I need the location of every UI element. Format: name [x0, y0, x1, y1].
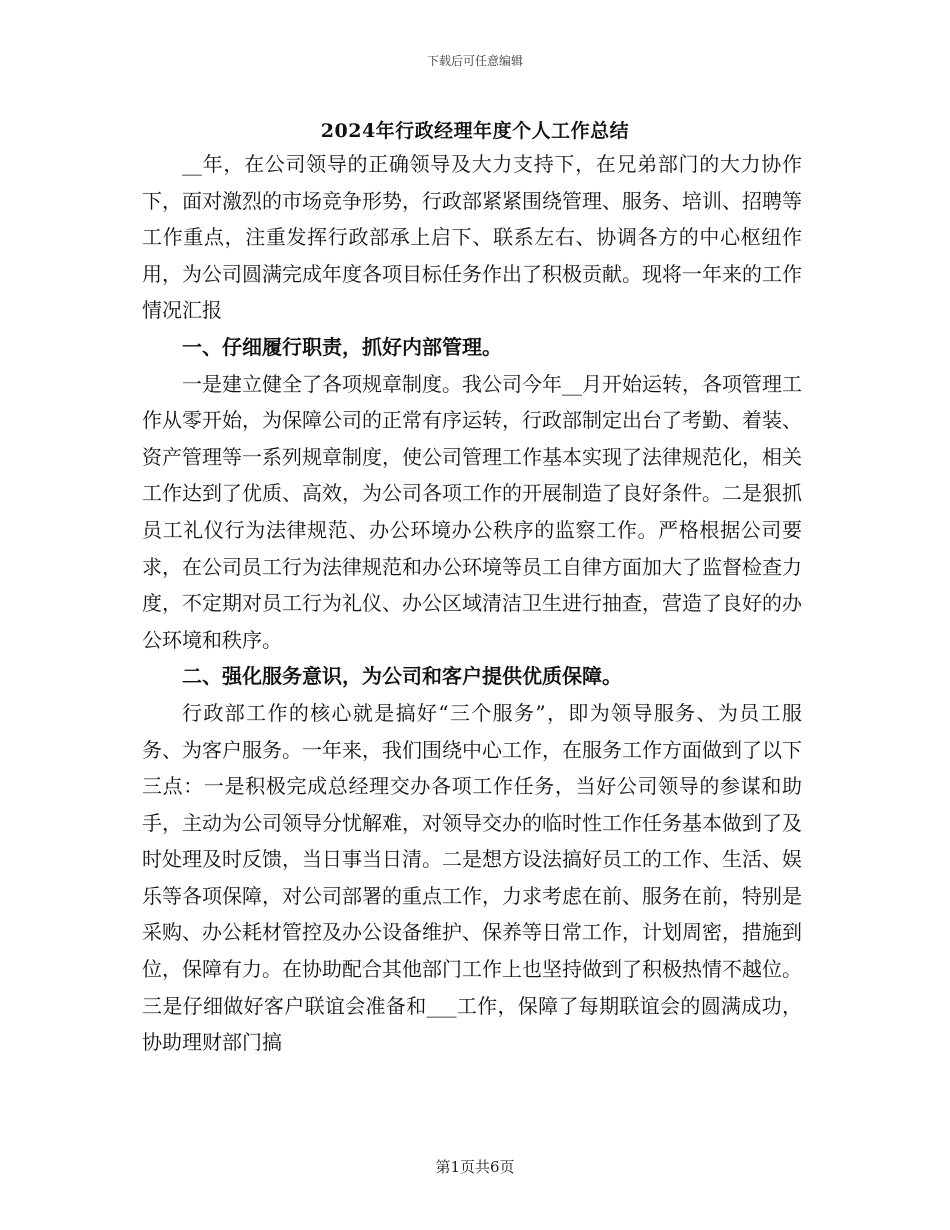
paragraph-intro: __年，在公司领导的正确领导及大力支持下，在兄弟部门的大力协作下，面对激烈的市场竞争形势，行政部紧紧围绕管理、服务、培训、招聘等工作重点，注重发挥行政部承上启下、联系左右、协调各方的中心枢纽作用，为公司圆满完成年度各项目标任务作出了积极贡献。现将一年来的工作情况汇报 — [142, 152, 802, 323]
page-number-footer: 第1页共6页 — [435, 1158, 515, 1176]
section-heading-1: 一、仔细履行职责，抓好内部管理。 — [182, 334, 502, 359]
paragraph-section-2: 行政部工作的核心就是搞好“三个服务”，即为领导服务、为员工服务、为客户服务。一年来，我们围绕中心工作，在服务工作方面做到了以下三点：一是积极完成总经理交办各项工作任务，当好公司领导的参谋和助手，主动为公司领导分忧解难，对领导交办的临时性工作任务基本做到了及时处理及时反馈，当日事当日清。二是想方设法搞好员工的工作、生活、娱乐等各项保障，对公司部署的重点工作，力求考虑在前、服务在前，特别是采购、办公耗材管控及办公设备维护、保养等日常工作，计划周密，措施到位，保障有力。在协助配合其他部门工作上也坚持做到了积极热情不越位。三是仔细做好客户联谊会准备和___工作，保障了每期联谊会的圆满成功，协助理财部门搞 — [142, 700, 802, 1055]
page-header-note: 下载后可任意编辑 — [426, 54, 523, 68]
paragraph-section-1: 一是建立健全了各项规章制度。我公司今年__月开始运转，各项管理工作从零开始，为保障公司的正常有序运转，行政部制定出台了考勤、着装、资产管理等一系列规章制度，使公司管理工作基本实现了法律规范化，相关工作达到了优质、高效，为公司各项工作的开展制造了良好条件。二是狠抓员工礼仪行为法律规范、办公环境办公秩序的监察工作。严格根据公司要求，在公司员工行为法律规范和办公环境等员工自律方面加大了监督检查力度，不定期对员工行为礼仪、办公区域清洁卫生进行抽查，营造了良好的办公环境和秩序。 — [142, 371, 802, 652]
document-body — [142, 146, 802, 1061]
document-title: 2024年行政经理年度个人工作总结 — [320, 120, 630, 142]
section-heading-2: 二、强化服务意识，为公司和客户提供优质保障。 — [182, 664, 622, 689]
